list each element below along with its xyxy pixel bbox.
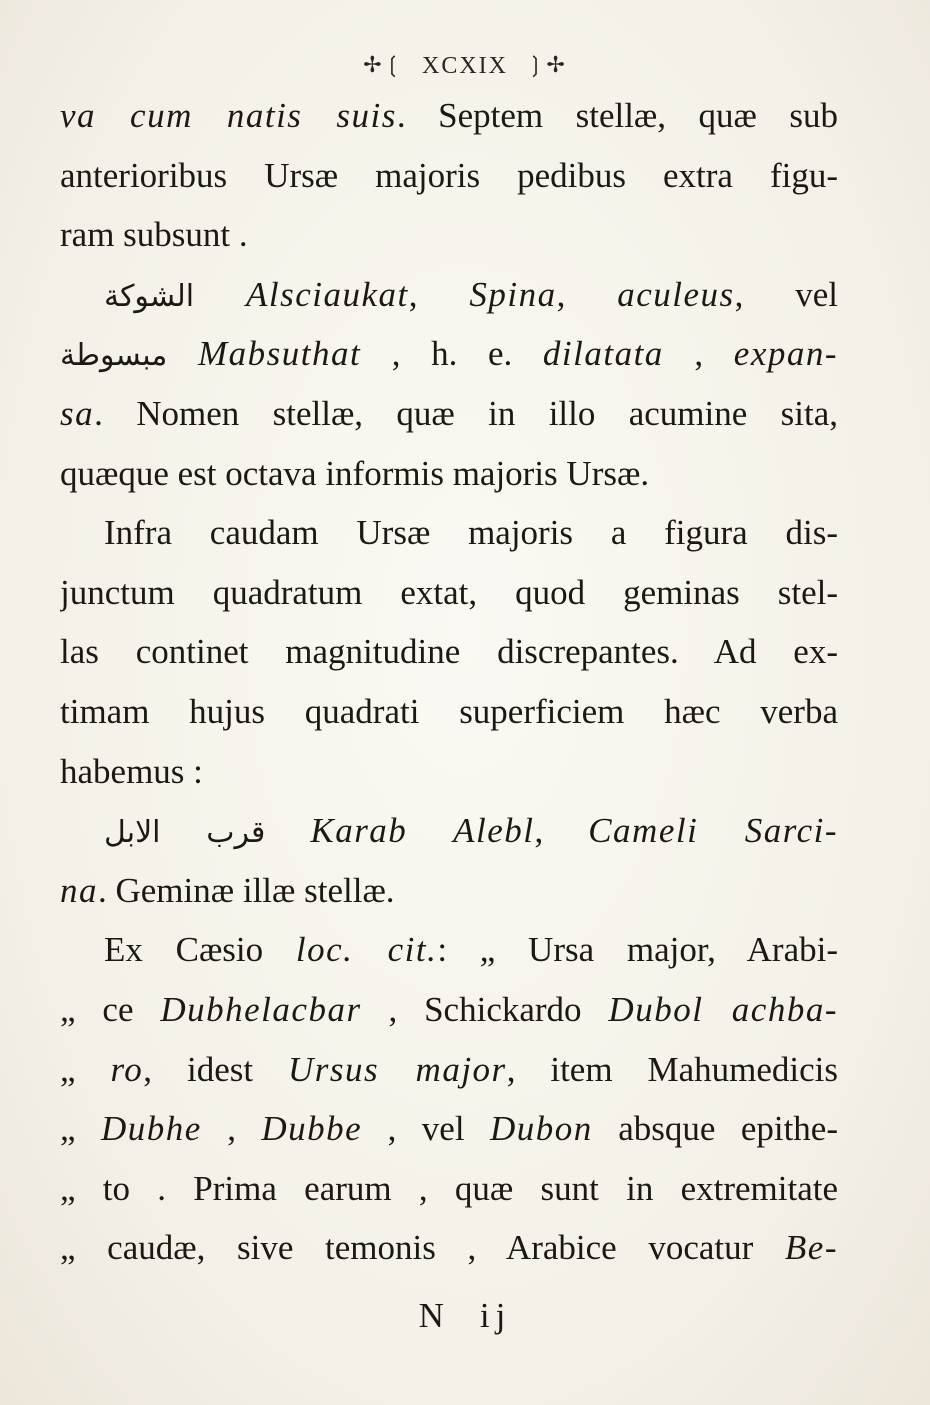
text-span: habemus : xyxy=(60,751,203,791)
text-span: , xyxy=(534,811,589,851)
text-line xyxy=(60,801,838,861)
text-line xyxy=(60,86,838,146)
italic-span: na xyxy=(60,870,98,910)
text-span: „ ce xyxy=(60,989,161,1029)
italic-span: dilatata xyxy=(542,334,664,374)
text-line xyxy=(60,1159,838,1219)
ornament-right: ❳✢ xyxy=(526,52,567,77)
text-span: : „ Ursa major, Arabi- xyxy=(437,930,838,970)
text-span: anterioribus Ursæ majoris pedibus extra figu- xyxy=(60,155,838,195)
text-line xyxy=(60,920,838,980)
text-span: , item Mahumedicis xyxy=(506,1049,838,1089)
text-line xyxy=(60,503,838,563)
text-span: Infra caudam Ursæ majoris a figura dis- xyxy=(104,513,838,553)
italic-span: Dubon xyxy=(490,1109,593,1149)
text-span: . Nomen stellæ, quæ in illo acumine sita, xyxy=(94,393,838,433)
italic-span: Ursus major xyxy=(288,1049,507,1089)
italic-span: Dubbe xyxy=(261,1109,363,1149)
text-line xyxy=(60,622,838,682)
italic-span: Alsciaukat xyxy=(245,274,409,314)
text-span: „ caudæ, sive temonis , Arabice vocatur xyxy=(60,1228,785,1268)
italic-span: expan- xyxy=(733,334,838,374)
text-line xyxy=(60,384,838,444)
italic-span: aculeus xyxy=(617,274,735,314)
italic-span: va cum natis suis xyxy=(60,96,397,135)
text-line xyxy=(60,1040,838,1100)
italic-span: Be- xyxy=(784,1228,838,1268)
arabic-term: مبسوطة xyxy=(60,338,168,374)
text-line xyxy=(60,205,838,265)
text-span: , vel xyxy=(734,274,838,314)
text-span: Ex Cæsio xyxy=(104,930,296,970)
text-line xyxy=(60,146,838,206)
text-line xyxy=(60,682,838,742)
text-line xyxy=(60,324,838,384)
italic-span: Dubol achba- xyxy=(608,989,838,1029)
text-line xyxy=(60,1218,838,1278)
text-span: junctum quadratum extat, quod geminas stel- xyxy=(60,572,838,612)
text-span: , Schickardo xyxy=(361,989,609,1029)
text-line xyxy=(60,265,838,325)
text-span: . Septem stellæ, quæ sub xyxy=(396,96,838,135)
italic-span: Mabsuthat xyxy=(197,334,362,374)
text-span: , h. e. xyxy=(361,334,543,374)
running-header xyxy=(0,52,930,80)
text-span: quæque est octava informis majoris Ursæ. xyxy=(60,453,650,493)
page-number: XCXIX xyxy=(422,53,508,79)
text-span: , xyxy=(663,334,734,374)
text-span: „ xyxy=(60,1049,111,1089)
text-line xyxy=(60,861,838,921)
arabic-term: قرب الابل xyxy=(104,815,266,851)
text-span: ram subsunt . xyxy=(60,215,248,255)
text-line xyxy=(60,444,838,504)
text-span: „ to . Prima earum , quæ sunt in extremitate xyxy=(60,1168,838,1208)
italic-span: Dubhelacbar xyxy=(160,989,362,1029)
text-span xyxy=(167,334,198,373)
body-text xyxy=(60,86,838,1278)
text-span: , vel xyxy=(362,1109,490,1149)
text-span: , xyxy=(201,1109,262,1149)
text-span: , xyxy=(556,274,618,314)
text-line xyxy=(60,980,838,1040)
arabic-term: الشوكة xyxy=(104,278,195,314)
italic-span: loc. cit. xyxy=(295,930,438,970)
italic-span: Spina xyxy=(469,274,557,314)
signature-number: ij xyxy=(479,1296,512,1335)
text-line xyxy=(60,1099,838,1159)
text-span: , xyxy=(408,274,470,314)
italic-span: Cameli Sarci- xyxy=(588,811,838,851)
italic-span: sa xyxy=(60,393,95,433)
italic-span: Karab Alebl xyxy=(310,811,535,851)
text-span: „ xyxy=(60,1109,101,1149)
text-span: absque epithe- xyxy=(592,1109,838,1149)
text-line xyxy=(60,563,838,623)
ornament-left: ✢❲ xyxy=(363,52,404,77)
italic-span: ro xyxy=(110,1049,144,1089)
text-span: . Geminæ illæ stellæ. xyxy=(98,870,395,910)
text-line xyxy=(60,742,838,802)
signature-letter: N xyxy=(418,1296,450,1335)
text-span xyxy=(194,275,246,314)
text-span: las continet magnitudine discrepantes. Ad ex- xyxy=(60,632,838,672)
text-span: , idest xyxy=(143,1049,288,1089)
text-span xyxy=(265,811,310,850)
text-span: timam hujus quadrati superficiem hæc verba xyxy=(60,691,838,731)
signature-mark xyxy=(0,1296,930,1336)
italic-span: Dubhe xyxy=(100,1109,202,1149)
